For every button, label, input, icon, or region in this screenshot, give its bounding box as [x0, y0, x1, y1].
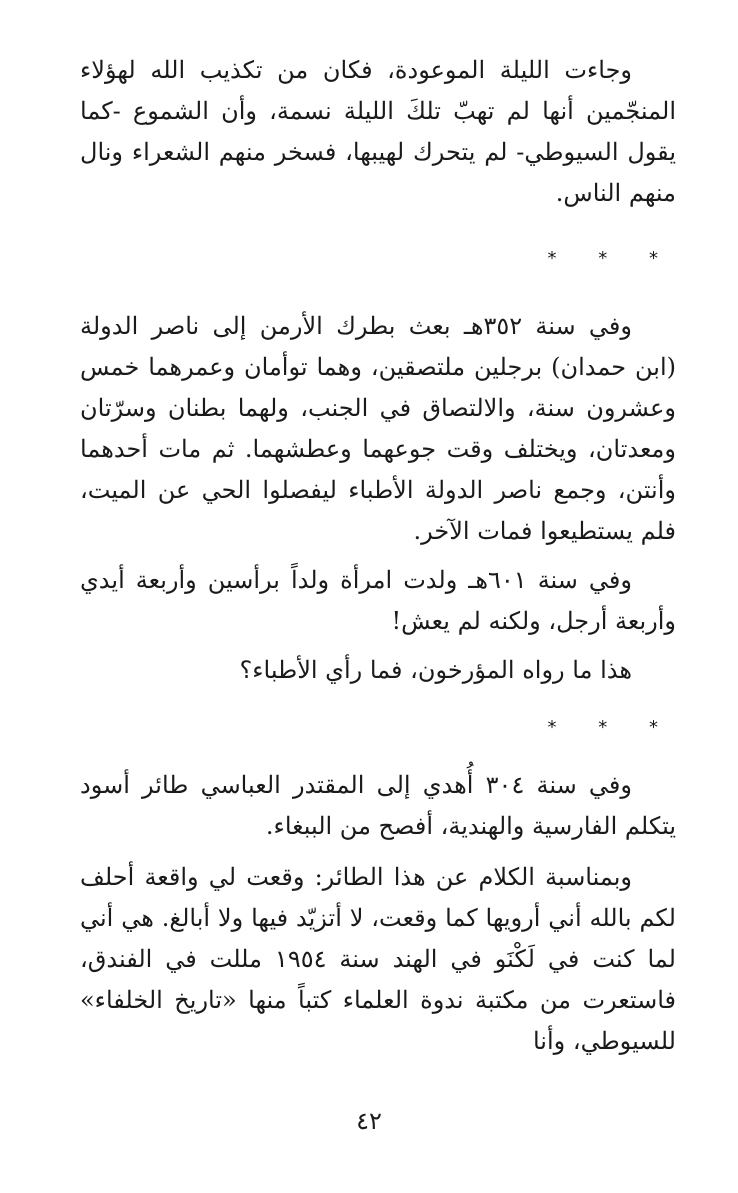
paragraph-two-headed-child: وفي سنة ٦٠١هـ ولدت امرأة ولداً برأسين وأربعة أيدي وأربعة أرجل، ولكنه لم يعش!	[80, 566, 676, 635]
page-body	[80, 50, 676, 1062]
paragraph-conjoined-twins: وفي سنة ٣٥٢هـ بعث بطرك الأرمن إلى ناصر الدولة (ابن حمدان) برجلين ملتصقين، وهما توأمان وعمرهما خمس وعشرون سنة، والالتصاق في الجنب، ولهما بطنان وسرّتان ومعدتان، ويختلف وقت جوعهما وعطشهما. ثم مات أحدهما وأنتن، وجمع ناصر الدولة الأطباء ليفصلوا الحي عن الميت، فلم يستطيعوا فمات الآخر.	[80, 312, 676, 545]
page-number: ٤٢	[356, 1107, 382, 1135]
paragraph-astrologers: وجاءت الليلة الموعودة، فكان من تكذيب الله لهؤلاء المنجّمين أنها لم تهبّ تلكَ الليلة نسمة، وأن الشموع -كما يقول السيوطي- لم يتحرك لهيبها، فسخر منهم الشعراء ونال منهم الناس.	[80, 56, 676, 207]
section-separator: * * *	[547, 717, 676, 738]
paragraph-personal-story: وبمناسبة الكلام عن هذا الطائر: وقعت لي واقعة أحلف لكم بالله أني أرويها كما وقعت، لا أتزيّد فيها ولا أبالغ. هي أني لما كنت في لَكْنَو في الهند سنة ١٩٥٤ مللت في الفندق، فاستعرت من مكتبة ندوة العلماء كتباً منها «تاريخ الخلفاء» للسيوطي، وأنا	[80, 863, 676, 1055]
paragraph-question: هذا ما رواه المؤرخون، فما رأي الأطباء؟	[239, 656, 632, 684]
section-separator: * * *	[547, 248, 676, 269]
paragraph-talking-bird: وفي سنة ٣٠٤ أُهدي إلى المقتدر العباسي طائر أسود يتكلم الفارسية والهندية، أفصح من الببغاء.	[80, 771, 676, 840]
